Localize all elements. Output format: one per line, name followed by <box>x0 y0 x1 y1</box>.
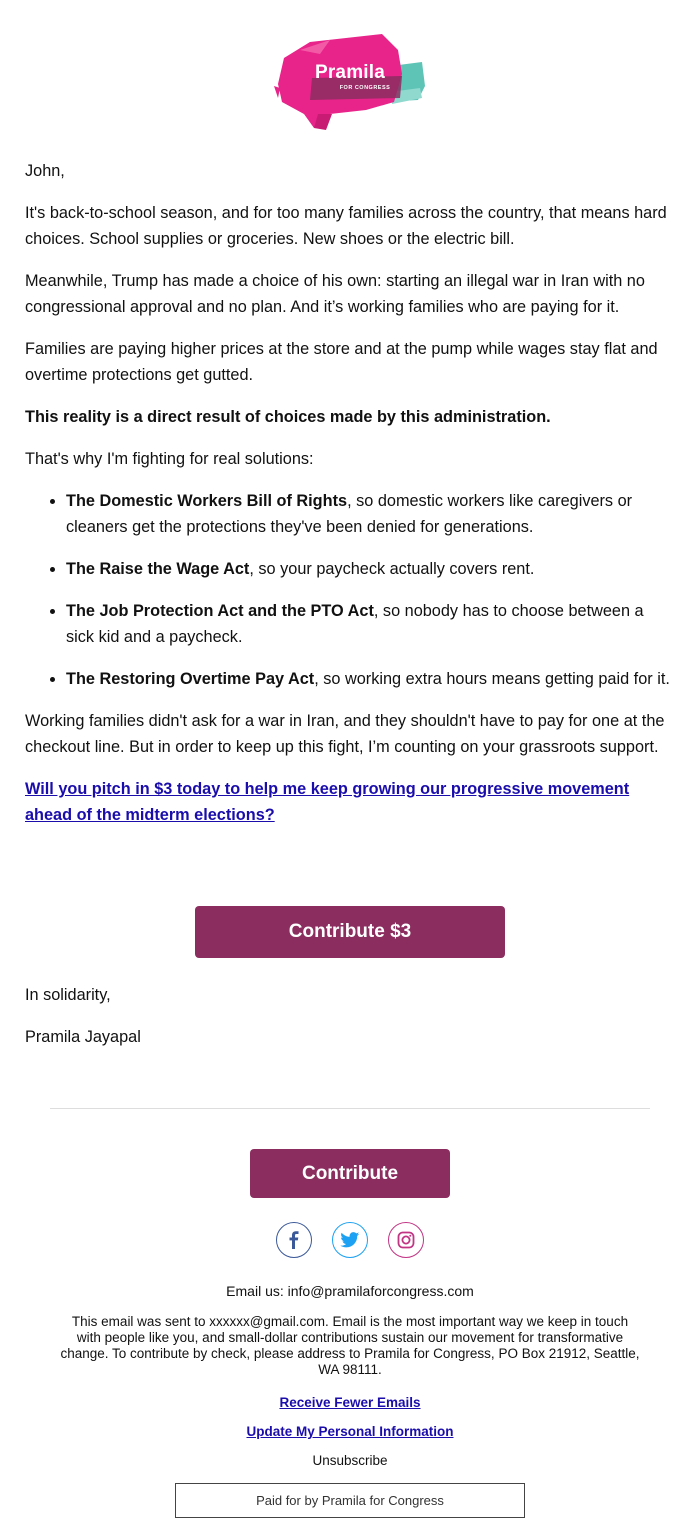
receive-fewer-emails-link[interactable]: Receive Fewer Emails <box>279 1395 421 1410</box>
footer-contribute-button[interactable]: Contribute <box>250 1149 450 1198</box>
closing-paragraph: Working families didn't ask for a war in Iran, and they shouldn't have to pay for one at the checkout line. But in order to keep up this fight, I’m counting on your grassroots support. <box>25 712 665 756</box>
donation-ask-link[interactable]: Will you pitch in $3 today to help me keep growing our progressive movement ahead of the midterm elections? <box>25 780 630 824</box>
facebook-icon[interactable] <box>276 1222 312 1258</box>
list-intro: That's why I'm fighting for real solutions: <box>25 450 314 468</box>
paragraph-prices: Families are paying higher prices at the store and at the pump while wages stay flat and overtime protections get gutted. <box>25 340 658 384</box>
list-item: • The Restoring Overtime Pay Act, so working extra hours means getting paid for it. <box>66 666 675 692</box>
signature: Pramila Jayapal <box>25 1028 141 1046</box>
signoff: In solidarity, <box>25 986 111 1004</box>
logo-name: Pramila <box>314 62 386 83</box>
footer-divider <box>50 1108 650 1109</box>
unsubscribe-link[interactable]: Unsubscribe <box>312 1453 388 1468</box>
contact-email: Email us: info@pramilaforcongress.com <box>226 1283 474 1299</box>
list-item: • The Domestic Workers Bill of Rights, so domestic workers like caregivers or cleaners get the protections they've been denied for generations. <box>66 488 675 540</box>
greeting: John, <box>25 162 65 180</box>
signoff-block <box>25 982 141 1066</box>
disclaimer-text: This email was sent to xxxxxx@gmail.com. Email is the most important way we keep in touch with people like you, and small-dollar contributions sustain our movement for transformative change. To contribute by check, please address to Pramila for Congress, PO Box 21912, Seattle, WA 98111. <box>60 1314 640 1377</box>
list-item: • The Raise the Wage Act, so your paycheck actually covers rent. <box>66 556 675 582</box>
ask-paragraph <box>25 776 675 828</box>
paragraph-back-to-school: It's back-to-school season, and for too many families across the country, that means hard choices. School supplies or groceries. New shoes or the electric bill. <box>25 204 667 248</box>
contribute-3-button[interactable]: Contribute $3 <box>195 906 505 958</box>
bold-statement: This reality is a direct result of choices made by this administration. <box>25 408 551 426</box>
update-personal-info-link[interactable]: Update My Personal Information <box>246 1424 454 1439</box>
paragraph-war: Meanwhile, Trump has made a choice of his own: starting an illegal war in Iran with no congressional approval and no plan. And it’s working families who are paying for it. <box>25 272 645 316</box>
receive-fewer-row <box>50 1395 650 1411</box>
campaign-logo <box>270 28 430 138</box>
update-info-row <box>50 1424 650 1440</box>
instagram-icon[interactable] <box>388 1222 424 1258</box>
email-body <box>25 158 675 844</box>
list-item: • The Job Protection Act and the PTO Act, so nobody has to choose between a sick kid and a paycheck. <box>66 598 675 650</box>
solutions-list <box>25 488 675 692</box>
paid-for-disclaimer-box: Paid for by Pramila for Congress <box>175 1483 525 1518</box>
logo-subtitle: FOR CONGRESS <box>339 85 391 91</box>
twitter-icon[interactable] <box>332 1222 368 1258</box>
